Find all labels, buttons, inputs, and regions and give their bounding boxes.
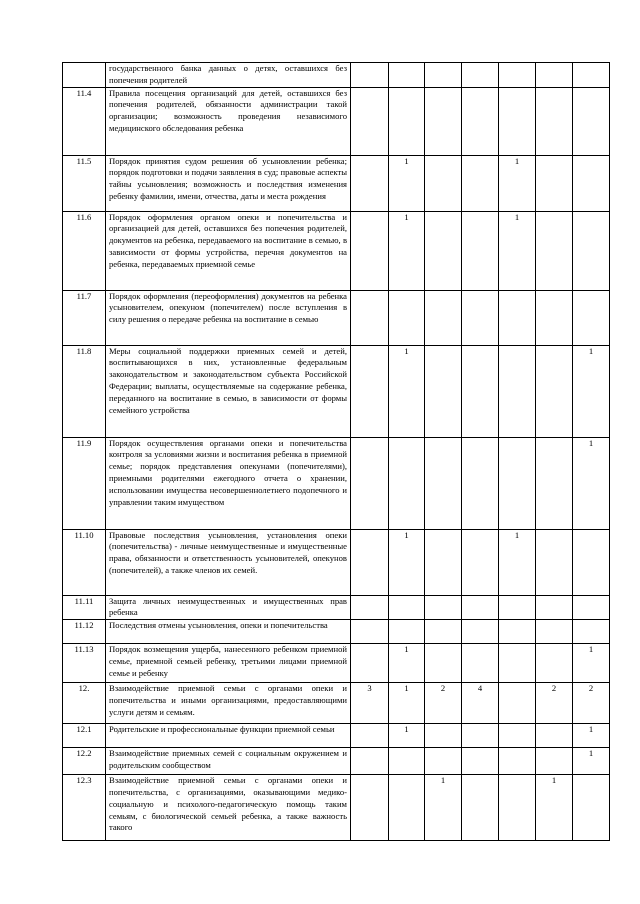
row-topic: Последствия отмены усыновления, опеки и попечительства <box>106 620 351 644</box>
hours-cell <box>462 620 499 644</box>
table-row <box>63 290 610 345</box>
hours-cell <box>351 748 389 775</box>
row-topic: Правовые последствия усыновления, установления опеки (попечительства) - личные неимущественные и имущественные права, обязанности и ответственность усыновителей, опекунов (попечителей), а также членов их семей. <box>106 529 351 595</box>
hours-cell <box>425 63 462 88</box>
hours-cell <box>499 437 536 529</box>
hours-cell <box>573 290 610 345</box>
hours-cell <box>462 290 499 345</box>
row-number: 11.5 <box>63 155 106 211</box>
hours-cell <box>499 63 536 88</box>
hours-cell <box>462 345 499 437</box>
table-row <box>63 620 610 644</box>
row-number: 12.1 <box>63 724 106 748</box>
hours-cell <box>462 529 499 595</box>
table-row <box>63 345 610 437</box>
row-topic: Порядок возмещения ущерба, нанесенного ребенком приемной семье, приемной семьей ребенку, третьими лицами приемной семье и ребенку <box>106 644 351 683</box>
hours-cell <box>389 595 425 620</box>
hours-cell <box>389 437 425 529</box>
hours-cell <box>351 437 389 529</box>
hours-cell: 1 <box>573 644 610 683</box>
hours-cell <box>536 529 573 595</box>
table-row <box>63 748 610 775</box>
hours-cell <box>351 211 389 290</box>
row-topic: Порядок осуществления органами опеки и попечительства контроля за условиями жизни и воспитания ребенка в приемной семье; порядок представления опекунами (попечителями), приемными родителями ежегодного отчета о хранении, использовании имущества несовершеннолетнего подопечного и управлении таким имуществом <box>106 437 351 529</box>
hours-cell <box>462 211 499 290</box>
table-row <box>63 644 610 683</box>
hours-cell <box>536 155 573 211</box>
hours-cell <box>536 620 573 644</box>
hours-cell <box>462 644 499 683</box>
hours-cell: 4 <box>462 683 499 724</box>
hours-cell: 3 <box>351 683 389 724</box>
row-topic: Меры социальной поддержки приемных семей и детей, воспитывающихся в них, установленные федеральным законодательством и законодательством субъекта Российской Федерации; выплаты, осуществляемые на содержание ребенка, переданного на воспитание в семью, в зависимости от формы семейного устройства <box>106 345 351 437</box>
row-number: 11.12 <box>63 620 106 644</box>
hours-cell <box>389 748 425 775</box>
hours-cell: 1 <box>499 155 536 211</box>
hours-cell <box>351 155 389 211</box>
hours-cell <box>499 644 536 683</box>
hours-cell <box>351 724 389 748</box>
hours-cell <box>499 290 536 345</box>
table-row <box>63 529 610 595</box>
hours-cell <box>573 529 610 595</box>
hours-cell <box>425 211 462 290</box>
hours-cell <box>536 211 573 290</box>
hours-cell <box>389 87 425 155</box>
row-number: 11.10 <box>63 529 106 595</box>
hours-cell: 1 <box>389 211 425 290</box>
hours-cell <box>351 345 389 437</box>
row-topic: государственного банка данных о детях, оставшихся без попечения родителей <box>106 63 351 88</box>
row-number: 12. <box>63 683 106 724</box>
hours-cell <box>351 87 389 155</box>
table-row <box>63 155 610 211</box>
hours-cell <box>425 155 462 211</box>
row-topic: Взаимодействие приемных семей с социальным окружением и родительским сообществом <box>106 748 351 775</box>
hours-cell <box>389 63 425 88</box>
hours-cell <box>499 775 536 841</box>
hours-cell <box>351 595 389 620</box>
row-topic: Правила посещения организаций для детей, оставшихся без попечения родителей, обязанности администрации такой организации; возможность проведения независимого медицинского обследования ребенка <box>106 87 351 155</box>
hours-cell <box>389 290 425 345</box>
hours-cell <box>499 748 536 775</box>
hours-cell <box>536 63 573 88</box>
hours-cell <box>499 345 536 437</box>
hours-cell <box>499 683 536 724</box>
hours-cell <box>425 724 462 748</box>
row-number: 11.9 <box>63 437 106 529</box>
hours-cell: 1 <box>573 437 610 529</box>
hours-cell <box>462 87 499 155</box>
curriculum-table <box>62 62 610 841</box>
hours-cell <box>536 437 573 529</box>
hours-cell: 1 <box>499 529 536 595</box>
hours-cell <box>351 644 389 683</box>
hours-cell <box>462 595 499 620</box>
table-row <box>63 775 610 841</box>
hours-cell: 1 <box>389 345 425 437</box>
hours-cell <box>462 724 499 748</box>
hours-cell <box>425 620 462 644</box>
hours-cell <box>499 620 536 644</box>
hours-cell <box>425 595 462 620</box>
hours-cell: 1 <box>389 155 425 211</box>
hours-cell <box>462 155 499 211</box>
hours-cell <box>499 595 536 620</box>
hours-cell <box>536 345 573 437</box>
row-topic: Порядок оформления (переоформления) документов на ребенка усыновителем, опекуном (попечителем) после вступления в силу решения о передаче ребенка на воспитание в семью <box>106 290 351 345</box>
hours-cell <box>536 87 573 155</box>
hours-cell: 1 <box>389 683 425 724</box>
hours-cell <box>536 290 573 345</box>
hours-cell <box>573 775 610 841</box>
hours-cell: 1 <box>499 211 536 290</box>
hours-cell <box>425 437 462 529</box>
hours-cell: 1 <box>389 529 425 595</box>
row-topic: Взаимодействие приемной семьи с органами опеки и попечительства и иными организациями, предоставляющими услуги детям и семьям. <box>106 683 351 724</box>
table-row <box>63 683 610 724</box>
hours-cell <box>425 529 462 595</box>
row-topic: Порядок оформления органом опеки и попечительства и организацией для детей, оставшихся без попечения родителей, документов на ребенка, передаваемого на воспитание в семью, в зависимости от формы устройства, перечня документов на ребенка, передаваемых приемной семье <box>106 211 351 290</box>
hours-cell <box>536 724 573 748</box>
hours-cell: 1 <box>573 748 610 775</box>
hours-cell <box>499 724 536 748</box>
row-number: 11.13 <box>63 644 106 683</box>
hours-cell: 1 <box>573 345 610 437</box>
hours-cell: 2 <box>536 683 573 724</box>
hours-cell <box>425 748 462 775</box>
hours-cell <box>351 620 389 644</box>
hours-cell <box>389 775 425 841</box>
row-topic: Порядок принятия судом решения об усыновлении ребенка; порядок подготовки и подачи заявления в суд; правовые аспекты тайны усыновления; возможность и последствия изменения ребенку фамилии, имени, отчества, даты и места рождения <box>106 155 351 211</box>
hours-cell <box>573 63 610 88</box>
document-page <box>62 62 610 841</box>
hours-cell <box>351 63 389 88</box>
row-number: 11.6 <box>63 211 106 290</box>
row-number: 11.11 <box>63 595 106 620</box>
hours-cell <box>462 775 499 841</box>
hours-cell: 2 <box>573 683 610 724</box>
hours-cell: 1 <box>536 775 573 841</box>
hours-cell <box>462 63 499 88</box>
hours-cell <box>536 644 573 683</box>
hours-cell <box>425 87 462 155</box>
hours-cell <box>425 644 462 683</box>
row-topic: Защита личных неимущественных и имущественных прав ребенка <box>106 595 351 620</box>
row-number: 11.7 <box>63 290 106 345</box>
hours-cell <box>536 595 573 620</box>
hours-cell: 1 <box>425 775 462 841</box>
row-topic: Родительские и профессиональные функции приемной семьи <box>106 724 351 748</box>
hours-cell: 1 <box>573 724 610 748</box>
table-row <box>63 63 610 88</box>
hours-cell <box>462 437 499 529</box>
table-row <box>63 724 610 748</box>
hours-cell: 2 <box>425 683 462 724</box>
hours-cell <box>389 620 425 644</box>
row-number <box>63 63 106 88</box>
hours-cell: 1 <box>389 644 425 683</box>
hours-cell <box>573 620 610 644</box>
row-number: 12.2 <box>63 748 106 775</box>
hours-cell <box>536 748 573 775</box>
hours-cell <box>425 345 462 437</box>
table-row <box>63 595 610 620</box>
table-row <box>63 211 610 290</box>
table-row <box>63 437 610 529</box>
hours-cell <box>351 529 389 595</box>
hours-cell: 1 <box>389 724 425 748</box>
hours-cell <box>351 775 389 841</box>
hours-cell <box>462 748 499 775</box>
hours-cell <box>573 87 610 155</box>
hours-cell <box>573 155 610 211</box>
row-number: 11.8 <box>63 345 106 437</box>
row-topic: Взаимодействие приемной семьи с органами опеки и попечительства, с организациями, оказывающими медико-социальную и психолого-педагогическую помощь таким семьям, с биологической семьей ребенка, а также важность такого <box>106 775 351 841</box>
hours-cell <box>425 290 462 345</box>
hours-cell <box>573 595 610 620</box>
hours-cell <box>573 211 610 290</box>
hours-cell <box>351 290 389 345</box>
row-number: 11.4 <box>63 87 106 155</box>
table-row <box>63 87 610 155</box>
row-number: 12.3 <box>63 775 106 841</box>
hours-cell <box>499 87 536 155</box>
